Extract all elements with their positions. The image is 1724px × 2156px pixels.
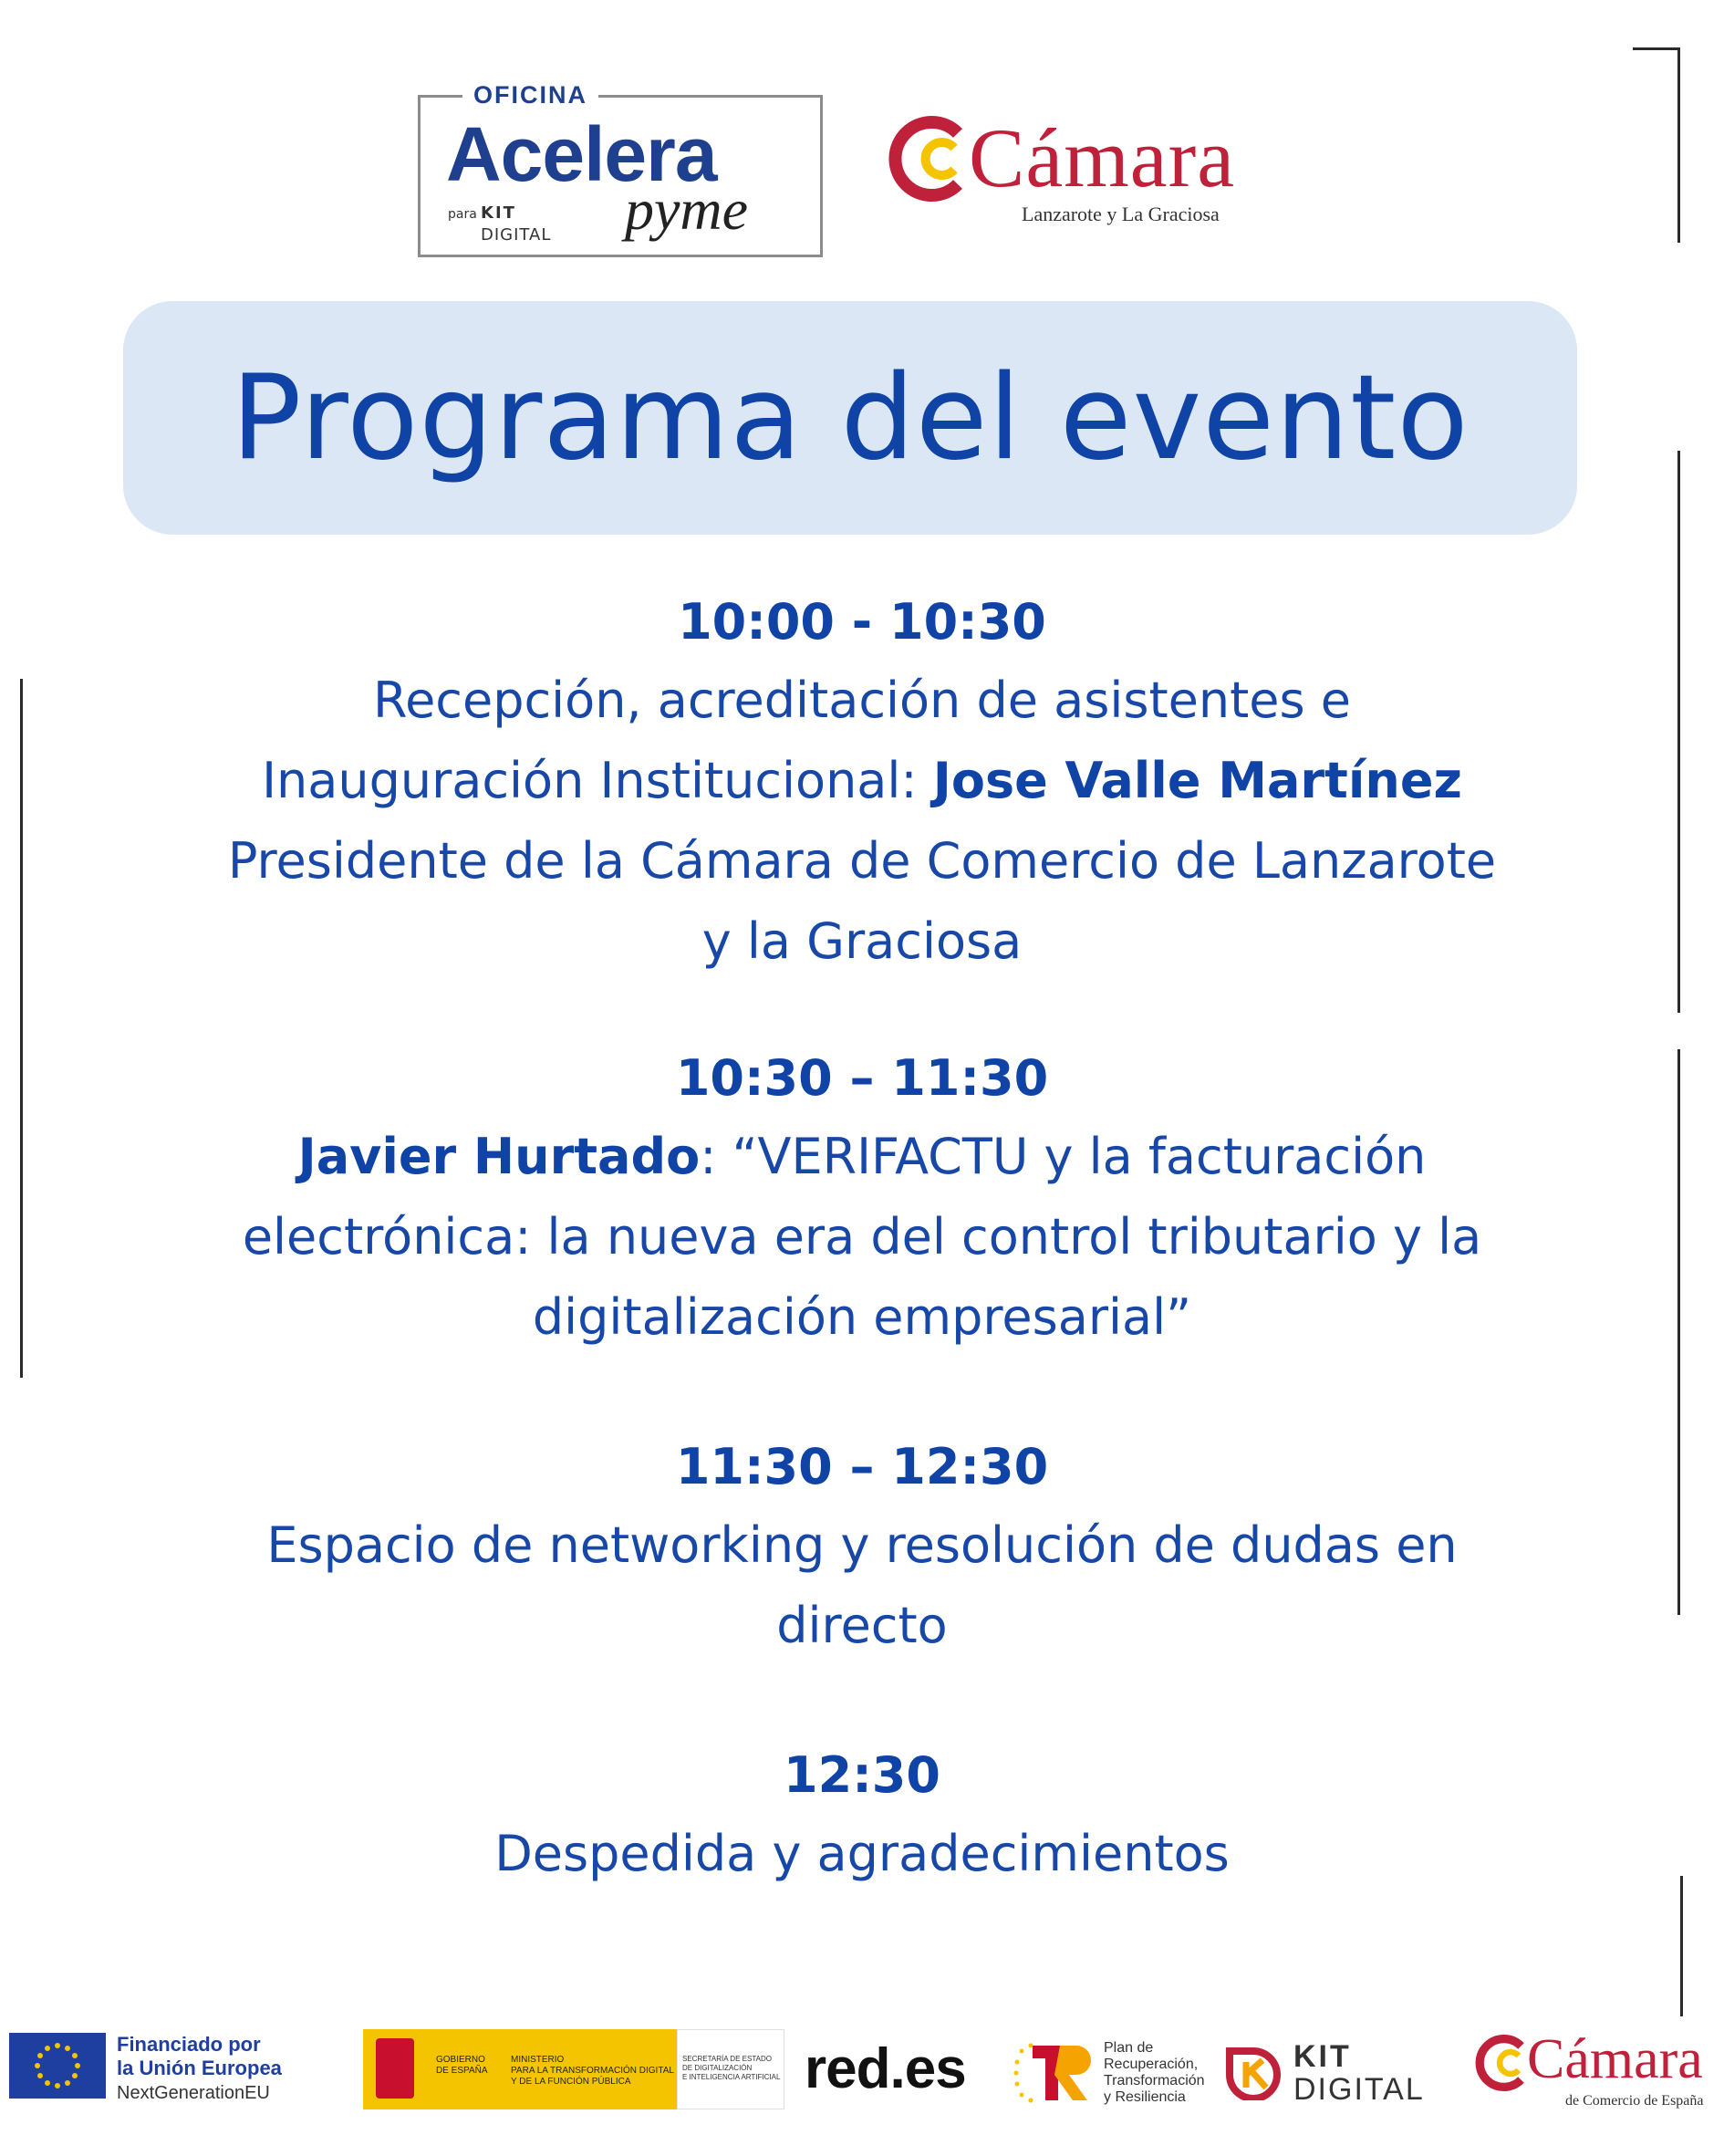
agenda-time: 11:30 – 12:30 [675,1438,1049,1495]
acelera-pyme-logo [418,81,823,257]
frame-line-left [20,679,23,1378]
agenda-item [109,584,1615,982]
plan-line: Recuperación, [1104,2057,1199,2072]
logo-pyme-text: pyme [625,177,749,242]
ministerio-text: MINISTERIO [511,2055,565,2065]
plan-recuperacion-text [1104,2040,1205,2106]
spain-coat-of-arms-icon [376,2038,414,2099]
agenda-item [109,1429,1615,1666]
agenda-time: 12:30 [784,1746,940,1804]
logo-oficina-text: OFICINA [462,81,598,109]
agenda-text-line: Espacio de networking y resolución de dudas en [266,1516,1458,1574]
camara-c-emblem-icon [1474,2033,1534,2093]
camara-lanzarote-logo [887,109,1251,228]
kit-digital-text [1293,2040,1425,2106]
secretaria-text: SECRETARÍA DE ESTADO [682,2055,772,2063]
camara-espana-logo [1474,2027,1720,2119]
plan-line: y Resiliencia [1104,2089,1186,2105]
agenda-text-line [109,741,1615,821]
speaker-name: Javier Hurtado [297,1128,701,1185]
camara-word: Cámara [1527,2028,1703,2090]
eu-flag-icon [9,2033,106,2099]
agenda-text: Inauguración Institucional: [262,752,933,809]
event-agenda [109,584,1615,1894]
secretaria-text: DE DIGITALIZACIÓN [682,2064,753,2072]
agenda-time: 10:00 - 10:30 [678,593,1046,651]
agenda-text-line: Despedida y agradecimientos [494,1825,1230,1882]
agenda-text: : “VERIFACTU y la facturación [700,1128,1427,1185]
plan-line: Transformación [1104,2073,1205,2088]
logo-para-text: para [448,207,477,222]
logo-kit-text: KIT [481,203,516,223]
eu-line-3: NextGenerationEU [117,2083,270,2103]
page-title: Programa del evento [231,349,1470,486]
camara-word: Cámara [969,111,1236,204]
plan-recuperacion-icon [1013,2038,1096,2106]
agenda-item [109,1737,1615,1894]
agenda-text-line: digitalización empresarial” [532,1288,1192,1346]
agenda-text-line: Presidente de la Cámara de Comercio de Lanzarote [227,832,1497,890]
frame-line-right-1 [1677,47,1680,243]
agenda-text-line: y la Graciosa [701,912,1023,970]
footer-logos [0,2016,1724,2135]
redes-logo: red.es [805,2037,966,2100]
agenda-text-line [109,1117,1615,1197]
kit-word: KIT [1293,2039,1352,2074]
camara-subtitle: de Comercio de España [1565,2093,1704,2109]
speaker-name: Jose Valle Martínez [932,752,1462,809]
kit-digital-icon [1226,2044,1290,2100]
agenda-text-line: electrónica: la nueva era del control tributario y la [242,1208,1482,1265]
agenda-text-line: Recepción, acreditación de asistentes e [372,672,1352,729]
camara-c-emblem-icon [887,113,978,204]
frame-line-right-3 [1677,1049,1680,1615]
digital-word: DIGITAL [1293,2072,1425,2107]
ministerio-text: PARA LA TRANSFORMACIÓN DIGITAL [511,2066,674,2076]
ministerio-text: Y DE LA FUNCIÓN PÚBLICA [511,2077,631,2087]
gob-text: GOBIERNO [436,2055,485,2065]
agenda-text-line: directo [776,1597,948,1654]
gob-text: DE ESPAÑA [436,2066,488,2076]
logo-acelera-text: Acelera [446,111,717,197]
agenda-item [109,1040,1615,1358]
plan-line: Plan de [1104,2040,1154,2056]
frame-corner-top [1633,47,1680,50]
agenda-time: 10:30 – 11:30 [675,1049,1049,1107]
title-banner [123,301,1577,535]
camara-subtitle: Lanzarote y La Graciosa [1022,203,1220,225]
eu-line-2: la Unión Europea [117,2057,282,2079]
logo-digital-text: DIGITAL [481,225,552,245]
eu-funding-text [117,2033,282,2106]
eu-line-1: Financiado por [117,2033,261,2056]
secretaria-text: E INTELIGENCIA ARTIFICIAL [682,2073,781,2081]
frame-line-right-4 [1680,1876,1683,2016]
gobierno-espana-logo [363,2029,784,2109]
frame-line-right-2 [1677,451,1680,1013]
